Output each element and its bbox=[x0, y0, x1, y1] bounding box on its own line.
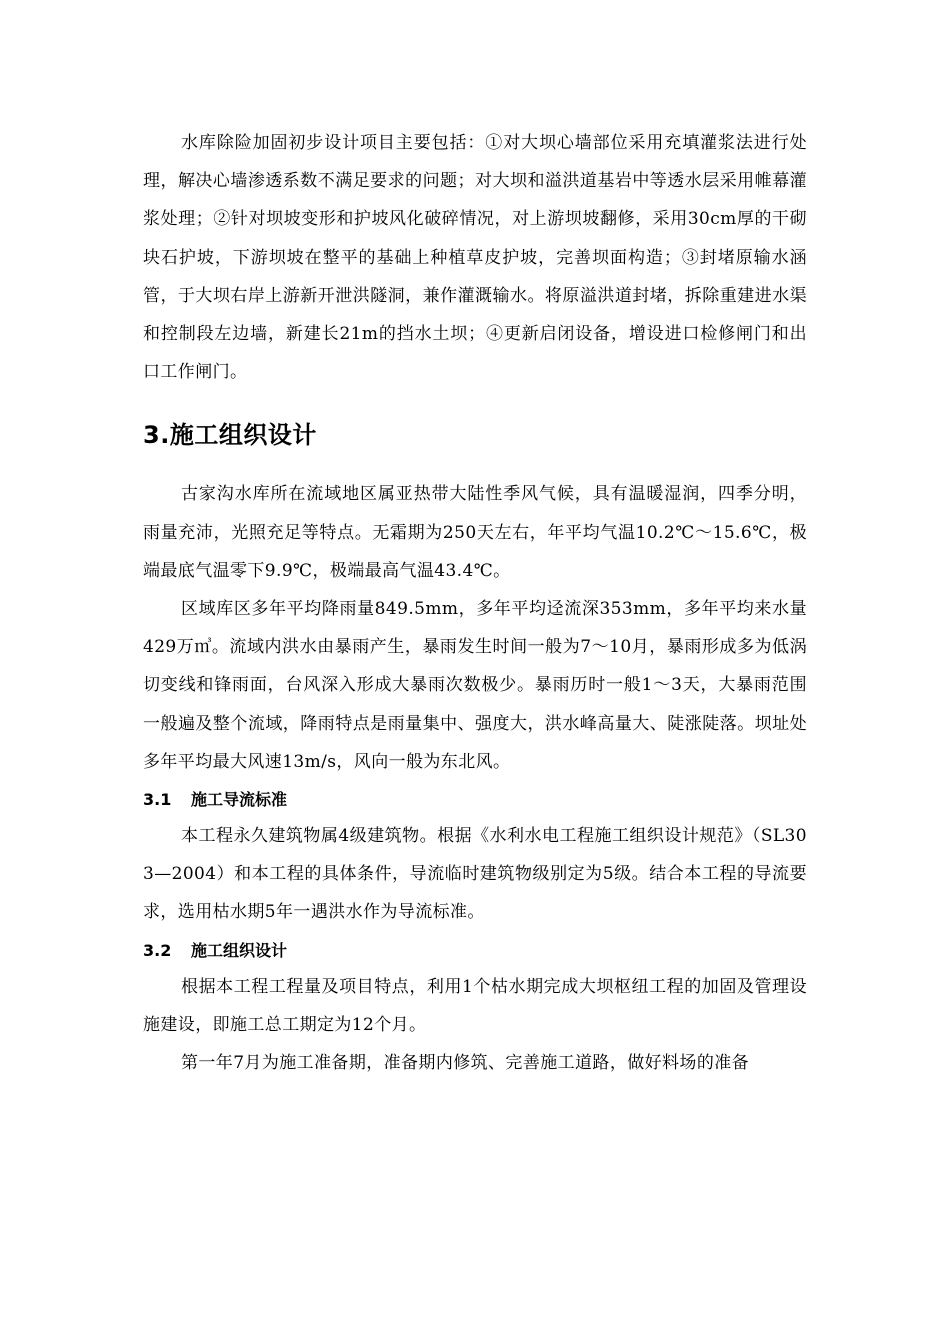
subsection-title: 施工导流标准 bbox=[191, 790, 288, 810]
document-body bbox=[143, 124, 807, 1082]
diversion-standard-paragraph: 本工程永久建筑物属4级建筑物。根据《水利水电工程施工组织设计规范》（SL303—2004）和本工程的具体条件，导流临时建筑物级别定为5级。结合本工程的导流要求，选用枯水期5年一遇洪水作为导流标准。 bbox=[143, 826, 807, 923]
subsection-number: 3.2 bbox=[143, 940, 172, 960]
subsection-heading-3-2 bbox=[143, 936, 807, 966]
climate-paragraph: 古家沟水库所在流域地区属亚热带大陆性季风气候，具有温暖湿润，四季分明，雨量充沛，光照充足等特点。无霜期为250天左右，年平均气温10.2℃～15.6℃，极端最底气温零下9.9℃，极端最高气温43.4℃。 bbox=[143, 484, 807, 581]
schedule-paragraph: 根据本工程工程量及项目特点，利用1个枯水期完成大坝枢纽工程的加固及管理设施建设，即施工总工期定为12个月。 bbox=[143, 976, 807, 1035]
subsection-title: 施工组织设计 bbox=[191, 940, 288, 960]
subsection-heading-3-1 bbox=[143, 785, 807, 815]
preparation-paragraph: 第一年7月为施工准备期，准备期内修筑、完善施工道路，做好料场的准备 bbox=[181, 1053, 750, 1074]
section-heading-3: 3.施工组织设计 bbox=[143, 421, 317, 450]
intro-paragraph: 水库除险加固初步设计项目主要包括：①对大坝心墙部位采用充填灌浆法进行处理，解决心墙渗透系数不满足要求的问题；对大坝和溢洪道基岩中等透水层采用帷幕灌浆处理；②针对坝坡变形和护坡风化破碎情况，对上游坝坡翻修，采用30cm厚的干砌块石护坡，下游坝坡在整平的基础上种植草皮护坡，完善坝面构造；③封堵原输水涵管，于大坝右岸上游新开泄洪隧洞，兼作灌溉输水。将原溢洪道封堵，拆除重建进水渠和控制段左边墙，新建长21m的挡水土坝；④更新启闭设备，增设进口检修闸门和出口工作闸门。 bbox=[143, 133, 807, 383]
subsection-number: 3.1 bbox=[143, 790, 172, 810]
rainfall-paragraph: 区域库区多年平均降雨量849.5mm，多年平均迳流深353mm，多年平均来水量429万㎥。流域内洪水由暴雨产生，暴雨发生时间一般为7～10月，暴雨形成多为低涡切变线和锋雨面，台风深入形成大暴雨次数极少。暴雨历时一般1～3天，大暴雨范围一般遍及整个流域，降雨特点是雨量集中、强度大，洪水峰高量大、陡涨陡落。坝址处多年平均最大风速13m/s，风向一般为东北风。 bbox=[143, 599, 807, 772]
